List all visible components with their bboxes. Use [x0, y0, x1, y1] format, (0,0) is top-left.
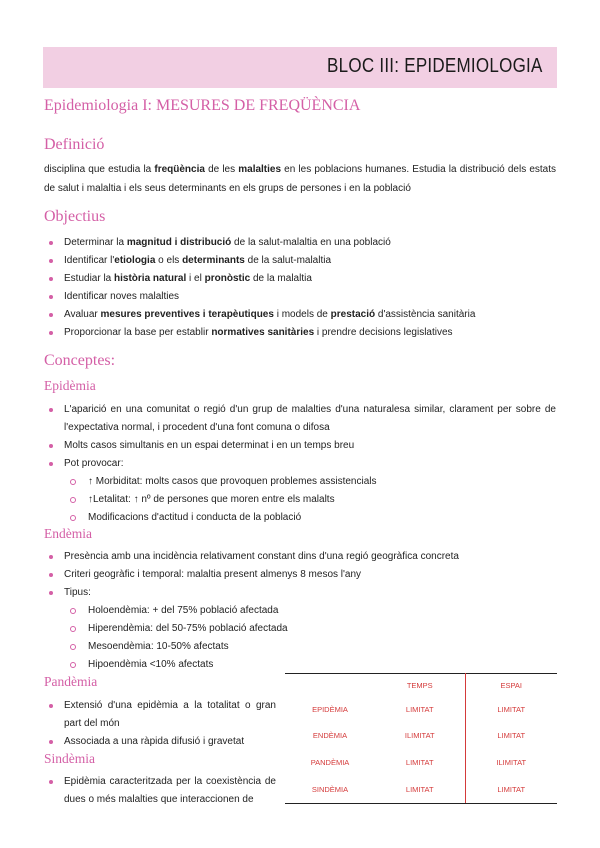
- table-cell: ILIMITAT: [496, 757, 527, 767]
- table-cell: LIMITAT: [375, 696, 465, 723]
- table-row: [285, 776, 557, 804]
- sub-list-item: Mesoendèmia: 10-50% afectats: [44, 638, 556, 656]
- table-cell: ENDÈMIA: [312, 731, 348, 741]
- table-cell: PANDÈMIA: [310, 757, 350, 767]
- title-banner: [43, 47, 557, 88]
- sub-list-item: Hiperendèmia: del 50-75% població afectada: [44, 620, 556, 638]
- pandemia-list: [44, 697, 276, 751]
- definicio-text: disciplina que estudia la freqüència de les malalties en les poblacions humanes. Estudia la distribució dels estats de salut i malaltia i els seus determinants en els grups de persones i en la població: [44, 164, 556, 194]
- endemia-heading: Endèmia: [44, 526, 92, 541]
- list-item: Estudiar la història natural i el pronòstic de la malaltia: [44, 270, 556, 288]
- endemia-list: [44, 548, 556, 674]
- objectius-heading: Objectius: [44, 208, 106, 225]
- list-item: L'aparició en una comunitat o regió d'un grup de malalties d'una naturalesa similar, clarament per sobre de l'expectativa normal, i procedent d'una font comuna o difosa: [44, 401, 556, 437]
- table-cell: LIMITAT: [497, 731, 526, 741]
- table-header-cell: ESPAI: [465, 674, 557, 697]
- table-cell: LIMITAT: [465, 776, 557, 804]
- comparison-table: [285, 673, 557, 804]
- list-item: Proporcionar la base per establir normatives sanitàries i prendre decisions legislatives: [44, 324, 556, 342]
- list-item: Pot provocar: ↑ Morbiditat: molts casos que provoquen problemes assistencials ↑Letalitat: ↑ nº de persones que moren entre els malalts Modificacions d'actitud i conducta de la població: [44, 455, 556, 527]
- list-item: Avaluar mesures preventives i terapèutiques i models de prestació d'assistència sanitària: [44, 306, 556, 324]
- pandemia-heading: Pandèmia: [44, 674, 98, 689]
- list-item: Identificar noves malalties: [44, 288, 556, 306]
- table-cell: ILIMITAT: [375, 723, 465, 750]
- sub-list-item: Hipoendèmia <10% afectats: [44, 656, 556, 674]
- table-row: [285, 696, 557, 723]
- list-item: Epidèmia caracteritzada per la coexistència de dues o més malalties que interaccionen de: [44, 773, 276, 809]
- list-item: Molts casos simultanis en un espai determinat i en un temps breu: [44, 437, 556, 455]
- definicio-heading: Definició: [44, 136, 105, 153]
- list-item: Associada a una ràpida difusió i gravetat: [44, 733, 276, 751]
- table-header-cell: TEMPS: [375, 674, 465, 697]
- list-item: Tipus: Holoendèmia: + del 75% població afectada Hiperendèmia: del 50-75% població afectada Mesoendèmia: 10-50% afectats Hipoendèmia <10% afectats: [44, 584, 556, 674]
- table-row: [285, 723, 557, 750]
- sub-list-item: ↑Letalitat: ↑ nº de persones que moren entre els malalts: [44, 491, 556, 509]
- sindemia-list: [44, 773, 276, 809]
- sub-list-item: Holoendèmia: + del 75% població afectada: [44, 602, 556, 620]
- table-header-row: [285, 674, 557, 697]
- objectius-list: [44, 234, 556, 342]
- list-item: Extensió d'una epidèmia a la totalitat o gran part del món: [44, 697, 276, 733]
- list-item: Criteri geogràfic i temporal: malaltia present almenys 8 mesos l'any: [44, 566, 556, 584]
- list-item: Determinar la magnitud i distribució de la salut-malaltia en una població: [44, 234, 556, 252]
- list-item: Identificar l'etiologia o els determinants de la salut-malaltia: [44, 252, 556, 270]
- table-cell: LIMITAT: [375, 749, 465, 776]
- sindemia-heading: Sindèmia: [44, 751, 95, 766]
- epidemia-list: [44, 401, 556, 527]
- table-header-cell: [285, 674, 375, 697]
- epidemia-heading: Epidèmia: [44, 378, 96, 393]
- list-item: Presència amb una incidència relativament constant dins d'una regió geogràfica concreta: [44, 548, 556, 566]
- section-title: Epidemiologia I: MESURES DE FREQÜÈNCIA: [44, 97, 361, 114]
- sub-list-item: Modificacions d'actitud i conducta de la població: [44, 509, 556, 527]
- table-cell: LIMITAT: [497, 704, 526, 714]
- sub-list-item: ↑ Morbiditat: molts casos que provoquen problemes assistencials: [44, 473, 556, 491]
- table-cell: LIMITAT: [375, 776, 465, 804]
- table-cell: EPIDÈMIA: [312, 704, 348, 714]
- table-row: [285, 749, 557, 776]
- conceptes-heading: Conceptes:: [44, 352, 116, 369]
- table-cell: SINDÈMIA: [285, 776, 375, 804]
- page-title: BLOC III: EPIDEMIOLOGIA: [327, 55, 543, 77]
